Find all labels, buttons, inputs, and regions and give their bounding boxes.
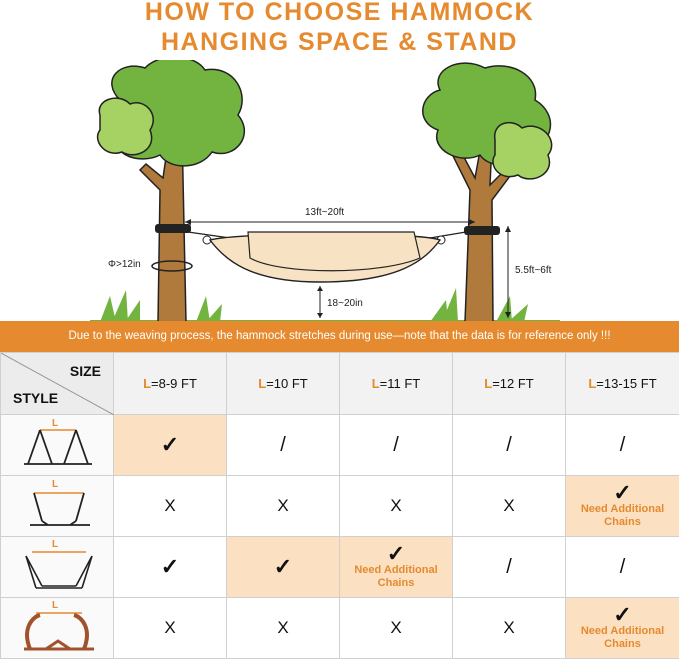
- col-header-2: L=10 FT: [227, 353, 340, 415]
- clearance-label: 18~20in: [327, 298, 363, 309]
- stand-length-label: L: [52, 538, 59, 550]
- span-label: 13ft~20ft: [305, 207, 345, 218]
- reference-banner: Due to the weaving process, the hammock stretches during use—note that the data is for reference only !!!: [0, 321, 679, 352]
- stand-length-label: L: [52, 599, 59, 611]
- stand-length-label: L: [52, 478, 59, 490]
- style-label: STYLE: [13, 390, 59, 406]
- col-header-3: L=11 FT: [340, 353, 453, 415]
- table-row: L ✓ ✓ ✓ Need Additional Chains / /: [1, 537, 679, 598]
- title-line-2: HANGING SPACE & STAND: [161, 28, 518, 56]
- col-header-5: L=13-15 FT: [566, 353, 679, 415]
- left-strap: [155, 224, 191, 233]
- table-row: L X X X X ✓ Need Additional Chains: [1, 598, 679, 659]
- stand-style-3: [1, 537, 114, 598]
- stand-length-label: L: [52, 417, 59, 429]
- stand-style-1: [1, 415, 114, 476]
- col-header-4: L=12 FT: [453, 353, 566, 415]
- right-tree: [423, 63, 552, 322]
- table-row: L X X X X ✓ Need Additional Chains: [1, 476, 679, 537]
- title-line-1: HOW TO CHOOSE HAMMOCK: [144, 0, 535, 26]
- height-label: 5.5ft~6ft: [515, 265, 552, 276]
- stand-style-2: [1, 476, 114, 537]
- right-strap: [464, 226, 500, 235]
- hanging-diagram: [0, 60, 679, 322]
- table-corner: [1, 353, 114, 415]
- col-header-1: L=8-9 FT: [114, 353, 227, 415]
- size-label: SIZE: [69, 363, 101, 379]
- table-row: L ✓ / / / /: [1, 415, 679, 476]
- stand-style-4: [1, 598, 114, 659]
- size-style-table: [0, 352, 679, 659]
- left-tree: [98, 60, 245, 322]
- diameter-label: Φ>12in: [108, 259, 141, 270]
